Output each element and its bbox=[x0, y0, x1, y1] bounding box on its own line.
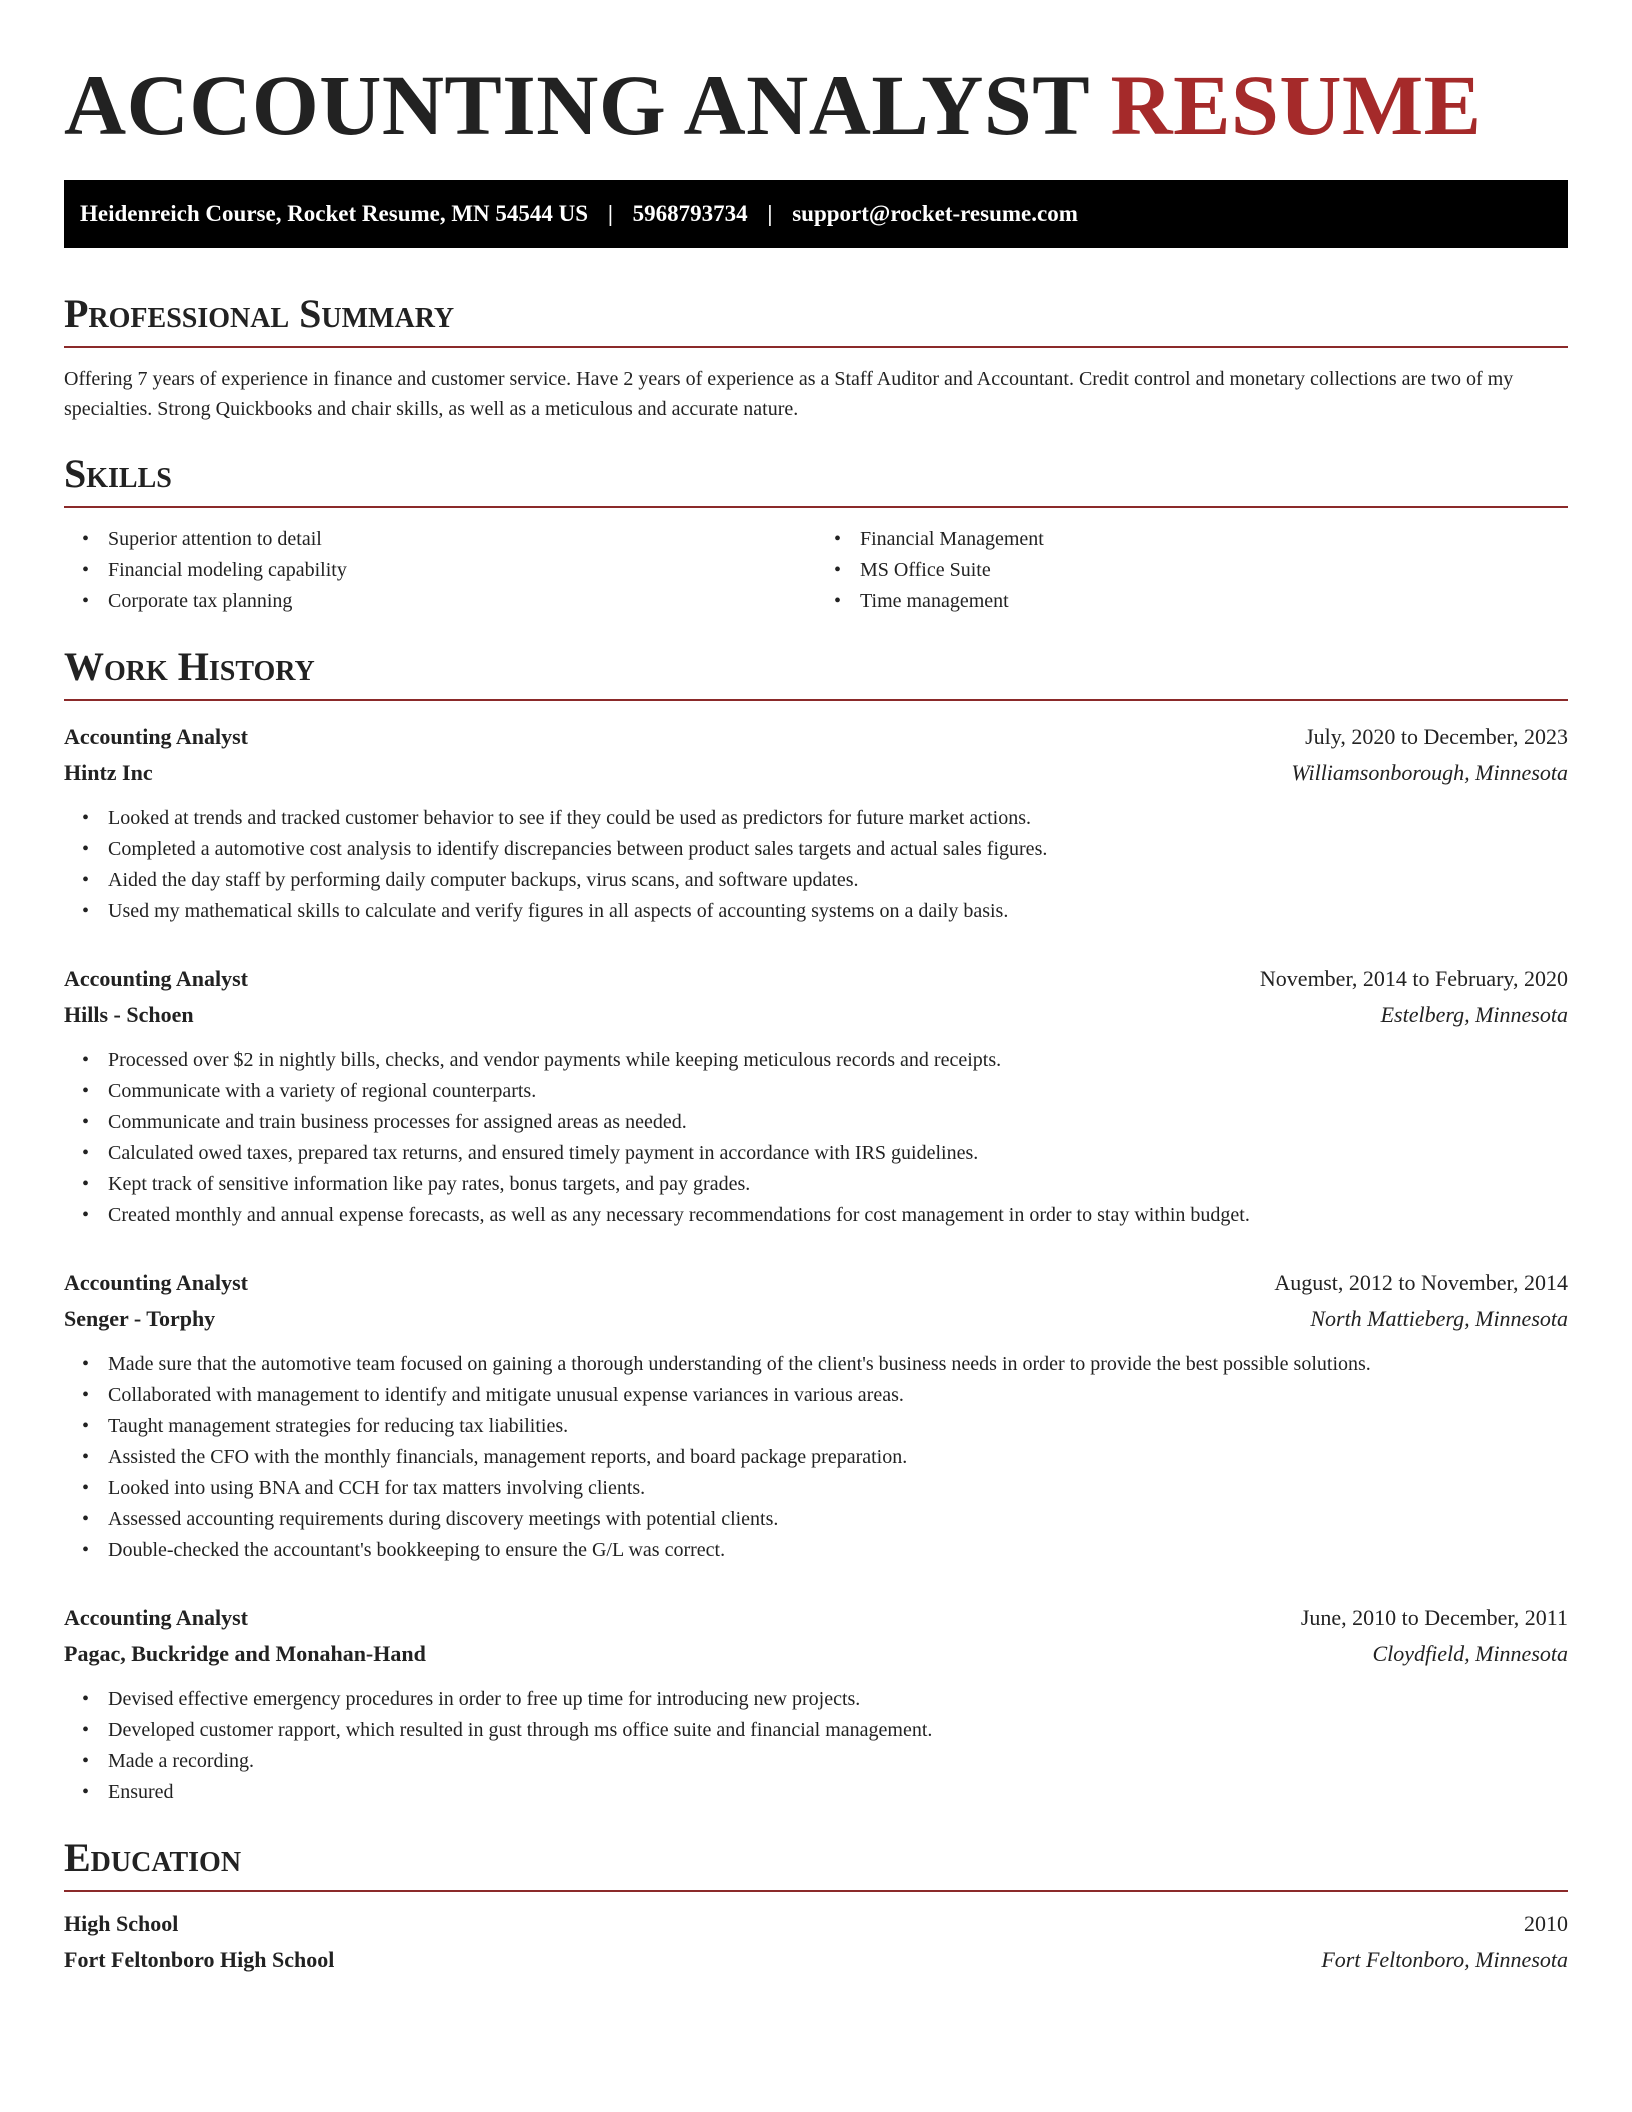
education-section bbox=[64, 1835, 1568, 1978]
skill-item: • Financial Management bbox=[816, 524, 1568, 555]
skills-column-right bbox=[816, 524, 1568, 617]
job-company: Senger - Torphy bbox=[64, 1306, 216, 1331]
job-bullets bbox=[64, 1045, 1568, 1231]
job-company: Hintz Inc bbox=[64, 760, 153, 785]
skills-grid bbox=[64, 524, 1568, 617]
job-bullets bbox=[64, 1684, 1568, 1808]
job-title: Accounting Analyst bbox=[64, 966, 248, 991]
job-bullet: • Created monthly and annual expense forecasts, as well as any necessary recommendations for cost management in order to stay within budget. bbox=[64, 1200, 1568, 1231]
skill-item: • Time management bbox=[816, 586, 1568, 617]
job-dates: July, 2020 to December, 2023 bbox=[1305, 724, 1568, 749]
job-bullet: • Calculated owed taxes, prepared tax returns, and ensured timely payment in accordance with IRS guidelines. bbox=[64, 1138, 1568, 1169]
job-title-row bbox=[64, 1265, 1568, 1301]
title-accent: RESUME bbox=[1110, 57, 1482, 153]
job-company-row bbox=[64, 755, 1568, 791]
contact-phone: 5968793734 bbox=[632, 201, 748, 226]
resume-title bbox=[64, 57, 1568, 153]
education-location: Fort Feltonboro, Minnesota bbox=[1321, 1947, 1568, 1972]
contact-separator: | bbox=[607, 201, 613, 226]
job-company: Pagac, Buckridge and Monahan-Hand bbox=[64, 1641, 426, 1666]
job-title: Accounting Analyst bbox=[64, 1270, 248, 1295]
job-bullet: • Looked into using BNA and CCH for tax matters involving clients. bbox=[64, 1473, 1568, 1504]
job-bullet: • Communicate with a variety of regional counterparts. bbox=[64, 1076, 1568, 1107]
job-title: Accounting Analyst bbox=[64, 1605, 248, 1630]
education-school: Fort Feltonboro High School bbox=[64, 1947, 335, 1972]
skills-section bbox=[64, 451, 1568, 617]
job-dates: August, 2012 to November, 2014 bbox=[1274, 1270, 1568, 1295]
job-bullet: • Ensured bbox=[64, 1777, 1568, 1808]
job-bullets bbox=[64, 803, 1568, 927]
job-entry bbox=[64, 719, 1568, 927]
job-company-row bbox=[64, 997, 1568, 1033]
work-heading: Work History bbox=[64, 647, 1568, 701]
education-entry bbox=[64, 1906, 1568, 1978]
job-location: Cloydfield, Minnesota bbox=[1372, 1641, 1568, 1666]
summary-heading: Professional Summary bbox=[64, 294, 1568, 348]
skills-column-left bbox=[64, 524, 816, 617]
job-bullet: • Double-checked the accountant's bookkeeping to ensure the G/L was correct. bbox=[64, 1535, 1568, 1566]
job-bullet: • Aided the day staff by performing daily computer backups, virus scans, and software updates. bbox=[64, 865, 1568, 896]
skill-item: • MS Office Suite bbox=[816, 555, 1568, 586]
job-bullet: • Collaborated with management to identify and mitigate unusual expense variances in various areas. bbox=[64, 1380, 1568, 1411]
job-entry bbox=[64, 1600, 1568, 1808]
education-degree: High School bbox=[64, 1911, 179, 1936]
summary-section bbox=[64, 291, 1568, 424]
contact-email: support@rocket-resume.com bbox=[792, 201, 1078, 226]
job-bullet: • Taught management strategies for reducing tax liabilities. bbox=[64, 1411, 1568, 1442]
job-entry bbox=[64, 1265, 1568, 1566]
job-entry bbox=[64, 961, 1568, 1231]
job-bullet: • Devised effective emergency procedures in order to free up time for introducing new projects. bbox=[64, 1684, 1568, 1715]
job-company-row bbox=[64, 1301, 1568, 1337]
job-bullet: • Communicate and train business processes for assigned areas as needed. bbox=[64, 1107, 1568, 1138]
title-main: ACCOUNTING ANALYST bbox=[64, 57, 1089, 153]
job-bullet: • Assessed accounting requirements during discovery meetings with potential clients. bbox=[64, 1504, 1568, 1535]
job-dates: June, 2010 to December, 2011 bbox=[1300, 1605, 1568, 1630]
education-heading: Education bbox=[64, 1838, 1568, 1892]
job-bullets bbox=[64, 1349, 1568, 1566]
summary-text: Offering 7 years of experience in finance and customer service. Have 2 years of experience as a Staff Auditor and Accountant. Credit control and monetary collections are two of my specialties. Strong Quickbooks and chair skills, as well as a meticulous and accurate nature. bbox=[64, 368, 1514, 420]
job-location: North Mattieberg, Minnesota bbox=[1310, 1306, 1568, 1331]
job-bullet: • Made sure that the automotive team focused on gaining a thorough understanding of the client's business needs in order to provide the best possible solutions. bbox=[64, 1349, 1568, 1380]
job-location: Williamsonborough, Minnesota bbox=[1291, 760, 1568, 785]
education-school-row bbox=[64, 1942, 1568, 1978]
job-bullet: • Used my mathematical skills to calculate and verify figures in all aspects of accounting systems on a daily basis. bbox=[64, 896, 1568, 927]
work-section bbox=[64, 644, 1568, 1808]
job-company: Hills - Schoen bbox=[64, 1002, 194, 1027]
job-bullet: • Kept track of sensitive information like pay rates, bonus targets, and pay grades. bbox=[64, 1169, 1568, 1200]
job-location: Estelberg, Minnesota bbox=[1380, 1002, 1568, 1027]
education-degree-row bbox=[64, 1906, 1568, 1942]
job-company-row bbox=[64, 1636, 1568, 1672]
skill-item: • Superior attention to detail bbox=[64, 524, 816, 555]
skills-heading: Skills bbox=[64, 454, 1568, 508]
job-bullet: • Developed customer rapport, which resulted in gust through ms office suite and financial management. bbox=[64, 1715, 1568, 1746]
job-title-row bbox=[64, 1600, 1568, 1636]
skill-item: • Financial modeling capability bbox=[64, 555, 816, 586]
job-title-row bbox=[64, 719, 1568, 755]
job-title: Accounting Analyst bbox=[64, 724, 248, 749]
job-bullet: • Made a recording. bbox=[64, 1746, 1568, 1777]
job-bullet: • Processed over $2 in nightly bills, checks, and vendor payments while keeping meticulous records and receipts. bbox=[64, 1045, 1568, 1076]
contact-bar bbox=[64, 180, 1568, 248]
skill-item: • Corporate tax planning bbox=[64, 586, 816, 617]
education-year: 2010 bbox=[1524, 1911, 1568, 1936]
job-bullet: • Assisted the CFO with the monthly financials, management reports, and board package preparation. bbox=[64, 1442, 1568, 1473]
contact-address: Heidenreich Course, Rocket Resume, MN 54544 US bbox=[80, 201, 589, 226]
contact-separator: | bbox=[767, 201, 773, 226]
job-dates: November, 2014 to February, 2020 bbox=[1259, 966, 1568, 991]
job-bullet: • Completed a automotive cost analysis to identify discrepancies between product sales targets and actual sales figures. bbox=[64, 834, 1568, 865]
job-title-row bbox=[64, 961, 1568, 997]
job-bullet: • Looked at trends and tracked customer behavior to see if they could be used as predictors for future market actions. bbox=[64, 803, 1568, 834]
